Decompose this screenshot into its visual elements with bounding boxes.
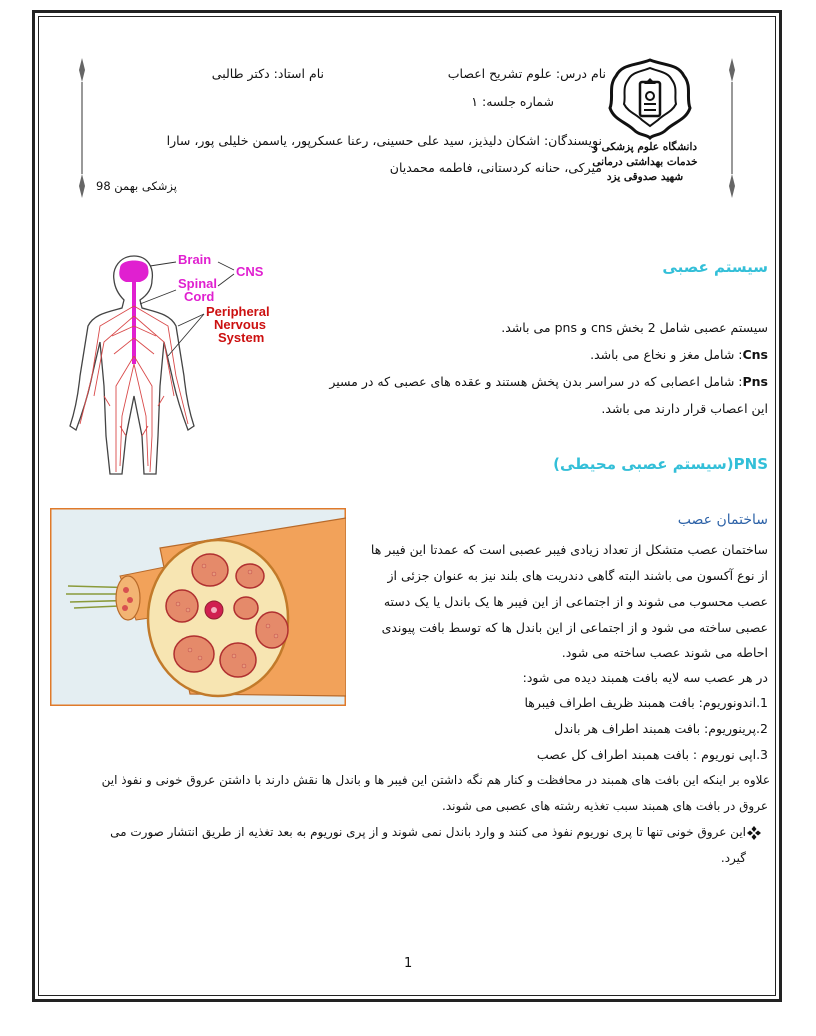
label-cord: Cord (184, 289, 215, 304)
section1-paragraph: سیستم عصبی شامل 2 بخش cns و pns می باشد. (501, 320, 768, 335)
list-item-epineurium: 3.اپی نوریوم : بافت همبند اطراف کل عصب (536, 747, 768, 762)
nerve-structure-line-4: عصبی ساخته می شود و از اجتماعی از این باندل ها که توسط بافت پیوندی (381, 620, 768, 635)
label-cns: CNS (236, 264, 264, 279)
cohort-label: پزشکی بهمن 98 (96, 179, 177, 193)
session-number: شماره جلسه: ۱ (471, 94, 554, 109)
authors-line-1: نویسندگان: اشکان دلیذیز، سید علی حسینی، رعنا عسکرپور، یاسمن خلیلی پور، سارا (166, 133, 602, 148)
section-title-nervous-system: سیستم عصبی (662, 258, 768, 276)
label-nervous: Nervous (214, 317, 267, 332)
cns-definition-text: : شامل مغز و نخاع می باشد. (590, 347, 743, 362)
pns-definition-line-2: این اعصاب قرار دارند می باشد. (601, 401, 768, 416)
section-title-pns: PNS(سیستم عصبی محیطی) (553, 455, 768, 473)
paragraph-line-2: عروق در بافت های همبند سبب تغذیه رشته های عصبی می شوند. (442, 799, 768, 813)
nerve-structure-line-6: در هر عصب سه لایه بافت همبند دیده می شود: (522, 670, 768, 685)
nerve-structure-line-3: عصب محسوب می شوند و از اجتماعی از این فیبر ها یک باندل یا یک دسته (383, 594, 768, 609)
label-brain: Brain (178, 252, 212, 267)
label-system: System (218, 330, 265, 345)
subsection-title-nerve-structure: ساختمان عصب (677, 512, 768, 528)
nerve-structure-line-5: احاطه می شوند عصب ساخته می شود. (561, 645, 768, 660)
nervous-system-figure (60, 246, 300, 478)
page-number: 1 (404, 956, 413, 971)
pns-term: Pns (742, 374, 768, 389)
university-logo-icon (604, 56, 696, 140)
nerve-structure-line-1: ساختمان عصب متشکل از تعداد زیادی فیبر عصبی است که عمدتا این فیبر ها (370, 542, 768, 557)
nerve-cross-section-figure (50, 508, 346, 706)
logo-text-university: دانشگاه علوم پزشکی و خدمات بهداشتی درمانی (592, 141, 698, 168)
list-item-endoneurium: 1.اندونوریوم: بافت همبند ظریف اطراف فیبرها (524, 695, 768, 710)
logo-text-city: شهید صدوقی یزد (606, 171, 684, 183)
label-peripheral: Peripheral (206, 304, 270, 319)
teacher-name: نام استاد: دکتر طالبی (211, 66, 324, 81)
header-ornament-left (76, 58, 88, 198)
pns-definition (329, 374, 768, 389)
four-diamond-bullet-icon (747, 826, 761, 840)
course-name: نام درس: علوم تشریح اعصاب (447, 66, 606, 81)
cns-definition (590, 347, 768, 362)
nerve-structure-line-2: از نوع آکسون می باشند البته گاهی دندریت های بلند نیز به عنوان جزئی از (387, 568, 768, 583)
bullet-line-2: گیرد. (720, 851, 746, 865)
cns-term: Cns (742, 347, 768, 362)
list-item-perineurium: 2.پرینوریوم: بافت همبند اطراف هر باندل (554, 721, 768, 736)
header-ornament-right (726, 58, 738, 198)
authors-line-2: میرکی، حنانه کردستانی، فاطمه محمدیان (389, 160, 602, 175)
pns-definition-text: : شامل اعصابی که در سراسر بدن پخش هستند و عقده های عصبی که در مسیر (329, 374, 743, 389)
paragraph-line-1: علاوه بر اینکه این بافت های همبند در محافظت و کنار هم نگه داشتن این فیبر ها و باندل ها نقش دارند با داشتن عروق خونی و نفوذ این (101, 773, 770, 787)
label-spinal: Spinal (178, 276, 218, 291)
bullet-line-1: این عروق خونی تنها تا پری نوریوم نفوذ می کنند و وارد باندل نمی شوند و از پری نوریوم به بعد تغذیه از طریق انتشار صورت می (110, 825, 746, 839)
